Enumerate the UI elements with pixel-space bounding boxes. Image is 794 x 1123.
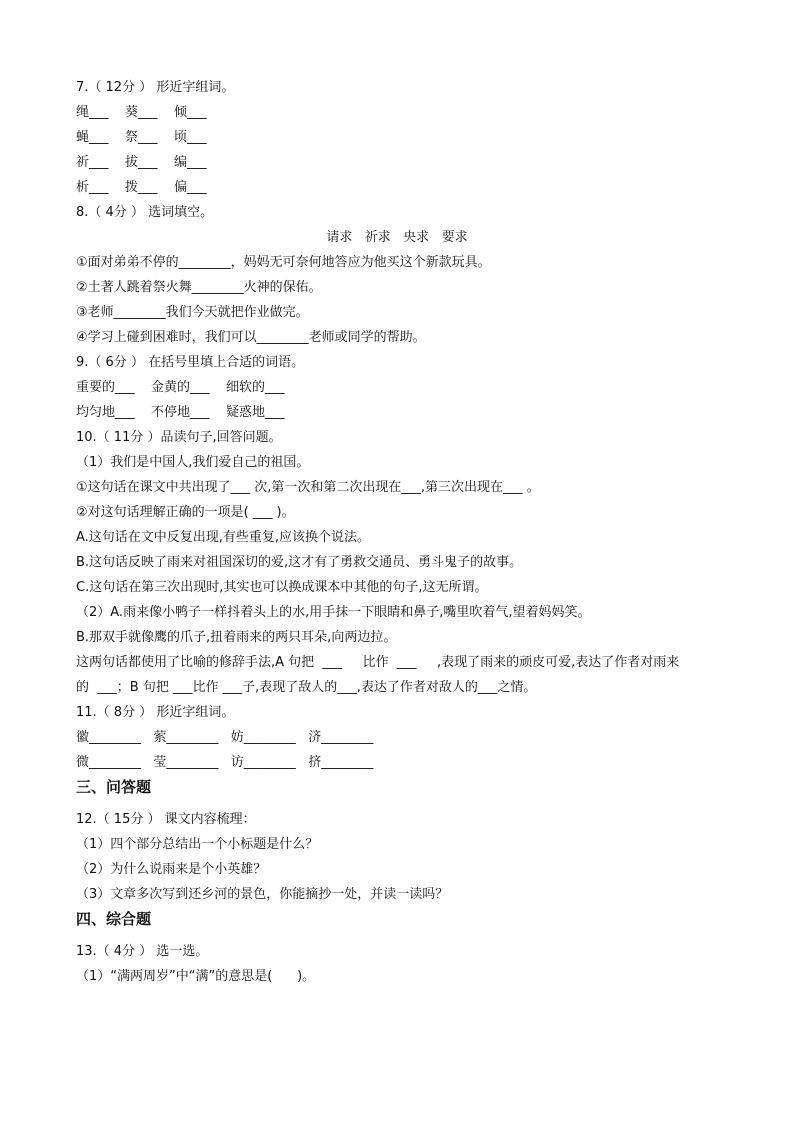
- q7-row-3: 祈___ 拔___ 编___: [76, 155, 207, 170]
- q10-title: 10.（ 11分 ）品读句子,回答问题。: [76, 430, 282, 445]
- q10-sub-2-question: 这两句话都使用了比喻的修辞手法,A 句把 ___ 比作 ___ ,表现了雨来的顽皮可爱,表达了作者对雨来: [76, 655, 680, 670]
- section-heading-4: 四、综合题: [76, 910, 152, 928]
- q11-row-1: 徽________ 萦________ 妨________ 济________: [76, 730, 374, 745]
- q12-sub-1: （1）四个部分总结出一个小标题是什么？: [76, 837, 319, 852]
- q7-row-2: 蝇___ 祭___ 顷___: [76, 130, 207, 145]
- q11-row-2: 微________ 莹________ 访________ 挤________: [76, 755, 374, 770]
- q8-item-1: ①面对弟弟不停的________，妈妈无可奈何地答应为他买这个新款玩具。: [76, 255, 491, 270]
- q10-sub-2-question-cont: 的 ___；B 句把 ___比作 ___子,表现了敌人的___,表达了作者对敌人的___之情。: [76, 680, 537, 695]
- q10-option-c: C.这句话在第三次出现时,其实也可以换成课本中其他的句子,这无所谓。: [76, 580, 488, 595]
- q10-sub-1-q2: ②对这句话理解正确的一项是( ___ )。: [76, 505, 295, 520]
- q7-row-1: 绳___ 葵___ 倾___: [76, 105, 207, 120]
- q10-sub-1: （1）我们是中国人,我们爱自己的祖国。: [76, 455, 310, 470]
- q13-sub-1: （1）“满两周岁”中“满”的意思是( )。: [76, 969, 316, 984]
- q8-item-4: ④学习上碰到困难时，我们可以________老师或同学的帮助。: [76, 330, 426, 345]
- q10-sub-1-q1: ①这句话在课文中共出现了___ 次,第一次和第二次出现在___,第三次出现在___ 。: [76, 480, 540, 495]
- q12-title: 12.（ 15分 ） 课文内容梳理：: [76, 812, 256, 827]
- q10-option-a: A.这句话在文中反复出现,有些重复,应该换个说法。: [76, 530, 371, 545]
- q7-row-4: 析___ 拨___ 偏___: [76, 180, 207, 195]
- q8-word-bank: 请求 祈求 央求 要求: [326, 230, 468, 245]
- q9-title: 9.（ 6分 ） 在括号里填上合适的词语。: [76, 355, 305, 370]
- q13-title: 13.（ 4分 ） 选一选。: [76, 944, 209, 959]
- q10-sub-2-b: B.那双手就像鹰的爪子,扭着雨来的两只耳朵,向两边拉。: [76, 630, 397, 645]
- section-heading-3: 三、问答题: [76, 778, 152, 796]
- q8-title: 8.（ 4分 ） 选词填空。: [76, 205, 214, 220]
- q12-sub-2: （2）为什么说雨来是个小英雄？: [76, 862, 267, 877]
- q7-title: 7.（ 12分 ） 形近字组词。: [76, 80, 235, 95]
- q8-item-2: ②土著人跳着祭火舞________火神的保佑。: [76, 280, 322, 295]
- q8-item-3: ③老师________我们今天就把作业做完。: [76, 305, 309, 320]
- q9-row-1: 重要的___ 金黄的___ 细软的___: [76, 380, 285, 395]
- q10-sub-2: （2）A.雨来像小鸭子一样抖着头上的水,用手抹一下眼睛和鼻子,嘴里吹着气,望着妈妈笑。: [76, 605, 591, 620]
- q12-sub-3: （3）文章多次写到还乡河的景色，你能摘抄一处，并读一读吗？: [76, 887, 449, 902]
- q11-title: 11.（ 8分 ） 形近字组词。: [76, 705, 235, 720]
- q9-row-2: 均匀地___ 不停地___ 疑惑地___: [76, 405, 285, 420]
- q10-option-b: B.这句话反映了雨来对祖国深切的爱,这才有了勇救交通员、勇斗鬼子的故事。: [76, 555, 523, 570]
